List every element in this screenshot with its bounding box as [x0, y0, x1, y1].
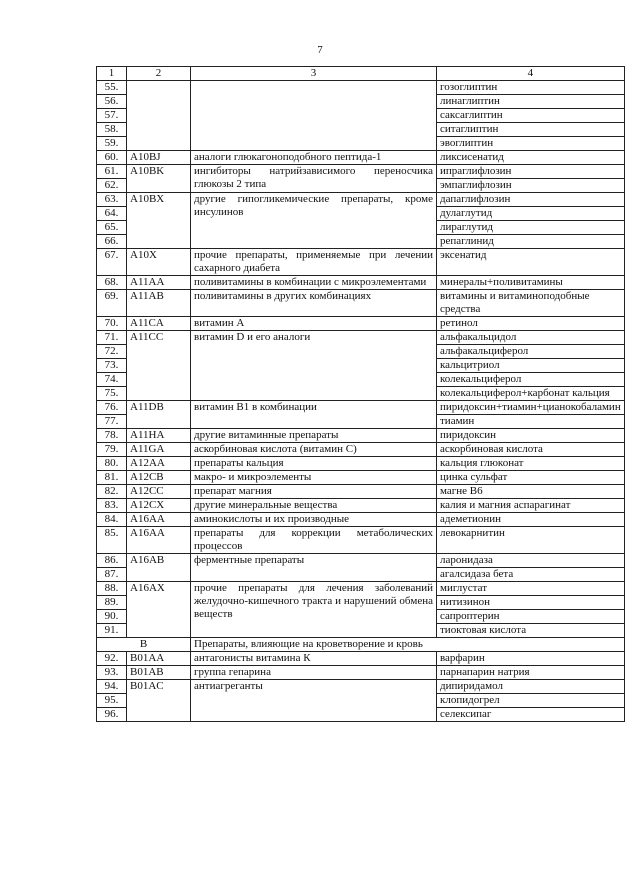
row-number: 67. — [97, 249, 127, 276]
drug-name: адеметионин — [437, 513, 625, 527]
drug-name: дулаглутид — [437, 207, 625, 221]
drug-name: альфакальцидол — [437, 331, 625, 345]
group-description: прочие препараты для лечения заболеваний желудочно-кишечного тракта и нарушений обмена веществ — [191, 582, 437, 638]
row-number: 64. — [97, 207, 127, 221]
atc-code: A11CC — [127, 331, 191, 401]
row-number: 65. — [97, 221, 127, 235]
atc-code: A11CA — [127, 317, 191, 331]
row-number: 68. — [97, 276, 127, 290]
group-description: ферментные препараты — [191, 554, 437, 582]
atc-code: B01AA — [127, 652, 191, 666]
table-row — [97, 443, 625, 457]
drug-name: агалсидаза бета — [437, 568, 625, 582]
atc-code: A11DB — [127, 401, 191, 429]
table-row — [97, 471, 625, 485]
table-row — [97, 554, 625, 568]
group-description: антиагреганты — [191, 680, 437, 722]
atc-code: A12CX — [127, 499, 191, 513]
row-number: 58. — [97, 123, 127, 137]
drug-name: колекальциферол+карбонат кальция — [437, 387, 625, 401]
atc-code: B01AB — [127, 666, 191, 680]
table-row — [97, 680, 625, 694]
atc-code: A10X — [127, 249, 191, 276]
section-code: В — [97, 638, 191, 652]
row-number: 63. — [97, 193, 127, 207]
drug-name: сапроптерин — [437, 610, 625, 624]
group-description: антагонисты витамина К — [191, 652, 437, 666]
drug-name: эвоглиптин — [437, 137, 625, 151]
drug-name: эмпаглифлозин — [437, 179, 625, 193]
atc-code: A10BX — [127, 193, 191, 249]
table-row — [97, 429, 625, 443]
drug-name: парнапарин натрия — [437, 666, 625, 680]
group-description: аскорбиновая кислота (витамин С) — [191, 443, 437, 457]
row-number: 77. — [97, 415, 127, 429]
section-row — [97, 638, 625, 652]
row-number: 69. — [97, 290, 127, 317]
table-row — [97, 582, 625, 596]
drug-name: ларонидаза — [437, 554, 625, 568]
header-cell: 3 — [191, 67, 437, 81]
row-number: 94. — [97, 680, 127, 694]
table-row — [97, 276, 625, 290]
drug-name: ликсисенатид — [437, 151, 625, 165]
drug-name: нитизинон — [437, 596, 625, 610]
row-number: 62. — [97, 179, 127, 193]
group-description: ингибиторы натрийзависимого переносчика глюкозы 2 типа — [191, 165, 437, 193]
drug-name: магне В6 — [437, 485, 625, 499]
drug-name: кальция глюконат — [437, 457, 625, 471]
atc-code: A16AX — [127, 582, 191, 638]
table-row — [97, 513, 625, 527]
row-number: 73. — [97, 359, 127, 373]
drug-name: альфакальциферол — [437, 345, 625, 359]
group-description: аминокислоты и их производные — [191, 513, 437, 527]
group-description: аналоги глюкагоноподобного пептида-1 — [191, 151, 437, 165]
group-description: препараты для коррекции метаболических процессов — [191, 527, 437, 554]
header-cell: 1 — [97, 67, 127, 81]
drug-name: ретинол — [437, 317, 625, 331]
row-number: 79. — [97, 443, 127, 457]
row-number: 72. — [97, 345, 127, 359]
drug-name: колекальциферол — [437, 373, 625, 387]
table-row — [97, 331, 625, 345]
row-number: 80. — [97, 457, 127, 471]
group-description: другие гипогликемические препараты, кроме инсулинов — [191, 193, 437, 249]
table-row — [97, 666, 625, 680]
row-number: 87. — [97, 568, 127, 582]
row-number: 86. — [97, 554, 127, 568]
atc-code: A16AA — [127, 513, 191, 527]
row-number: 57. — [97, 109, 127, 123]
group-description: витамин D и его аналоги — [191, 331, 437, 401]
drug-name: тиоктовая кислота — [437, 624, 625, 638]
drug-name: левокарнитин — [437, 527, 625, 554]
drug-name: линаглиптин — [437, 95, 625, 109]
atc-code: A11GA — [127, 443, 191, 457]
table-row — [97, 290, 625, 317]
row-number: 66. — [97, 235, 127, 249]
atc-code — [127, 81, 191, 151]
atc-code: A16AB — [127, 554, 191, 582]
drug-name: дипиридамол — [437, 680, 625, 694]
drug-name: пиридоксин+тиамин+цианокобаламин — [437, 401, 625, 415]
row-number: 75. — [97, 387, 127, 401]
row-number: 74. — [97, 373, 127, 387]
header-cell: 2 — [127, 67, 191, 81]
drug-name: минералы+поливитамины — [437, 276, 625, 290]
table-row — [97, 652, 625, 666]
table-row — [97, 527, 625, 554]
row-number: 92. — [97, 652, 127, 666]
row-number: 91. — [97, 624, 127, 638]
atc-code: A10BK — [127, 165, 191, 193]
drug-name: саксаглиптин — [437, 109, 625, 123]
drug-table — [96, 66, 625, 722]
table-row — [97, 193, 625, 207]
row-number: 95. — [97, 694, 127, 708]
group-description: препараты кальция — [191, 457, 437, 471]
group-description: другие минеральные вещества — [191, 499, 437, 513]
drug-name: варфарин — [437, 652, 625, 666]
row-number: 93. — [97, 666, 127, 680]
drug-name: витамины и витаминоподобные средства — [437, 290, 625, 317]
drug-name: миглустат — [437, 582, 625, 596]
group-description: витамин А — [191, 317, 437, 331]
table-row — [97, 485, 625, 499]
drug-name: эксенатид — [437, 249, 625, 276]
row-number: 89. — [97, 596, 127, 610]
drug-name: кальцитриол — [437, 359, 625, 373]
row-number: 84. — [97, 513, 127, 527]
atc-code: A10BJ — [127, 151, 191, 165]
table-row — [97, 457, 625, 471]
row-number: 85. — [97, 527, 127, 554]
atc-code: A12CC — [127, 485, 191, 499]
group-description: препарат магния — [191, 485, 437, 499]
row-number: 59. — [97, 137, 127, 151]
drug-name: пиридоксин — [437, 429, 625, 443]
page-number: 7 — [317, 44, 323, 56]
drug-name: гозоглиптин — [437, 81, 625, 95]
row-number: 56. — [97, 95, 127, 109]
table-row — [97, 165, 625, 179]
drug-name: клопидогрел — [437, 694, 625, 708]
drug-name: селексипаг — [437, 708, 625, 722]
group-description: витамин В1 в комбинации — [191, 401, 437, 429]
row-number: 61. — [97, 165, 127, 179]
group-description: другие витаминные препараты — [191, 429, 437, 443]
drug-name: дапаглифлозин — [437, 193, 625, 207]
row-number: 76. — [97, 401, 127, 415]
group-description — [191, 81, 437, 151]
row-number: 70. — [97, 317, 127, 331]
group-description: поливитамины в других комбинациях — [191, 290, 437, 317]
table-row — [97, 499, 625, 513]
row-number: 82. — [97, 485, 127, 499]
atc-code: A12CB — [127, 471, 191, 485]
row-number: 88. — [97, 582, 127, 596]
atc-code: A11AA — [127, 276, 191, 290]
drug-name: тиамин — [437, 415, 625, 429]
table-row — [97, 317, 625, 331]
row-number: 55. — [97, 81, 127, 95]
drug-name: ситаглиптин — [437, 123, 625, 137]
table-row — [97, 401, 625, 415]
table-header-row — [97, 67, 625, 81]
row-number: 71. — [97, 331, 127, 345]
atc-code: B01AC — [127, 680, 191, 722]
drug-name: калия и магния аспарагинат — [437, 499, 625, 513]
row-number: 81. — [97, 471, 127, 485]
drug-name: ипраглифлозин — [437, 165, 625, 179]
atc-code: A16AA — [127, 527, 191, 554]
table-row — [97, 151, 625, 165]
header-cell: 4 — [437, 67, 625, 81]
group-description: поливитамины в комбинации с микроэлементами — [191, 276, 437, 290]
group-description: макро- и микроэлементы — [191, 471, 437, 485]
row-number: 78. — [97, 429, 127, 443]
group-description: прочие препараты, применяемые при лечении сахарного диабета — [191, 249, 437, 276]
drug-name: цинка сульфат — [437, 471, 625, 485]
row-number: 83. — [97, 499, 127, 513]
drug-name: аскорбиновая кислота — [437, 443, 625, 457]
atc-code: A12AA — [127, 457, 191, 471]
table-row — [97, 81, 625, 95]
row-number: 90. — [97, 610, 127, 624]
section-title: Препараты, влияющие на кроветворение и кровь — [191, 638, 625, 652]
atc-code: A11HA — [127, 429, 191, 443]
drug-name: репаглинид — [437, 235, 625, 249]
drug-name: лираглутид — [437, 221, 625, 235]
table-row — [97, 249, 625, 276]
row-number: 96. — [97, 708, 127, 722]
row-number: 60. — [97, 151, 127, 165]
group-description: группа гепарина — [191, 666, 437, 680]
atc-code: A11AB — [127, 290, 191, 317]
